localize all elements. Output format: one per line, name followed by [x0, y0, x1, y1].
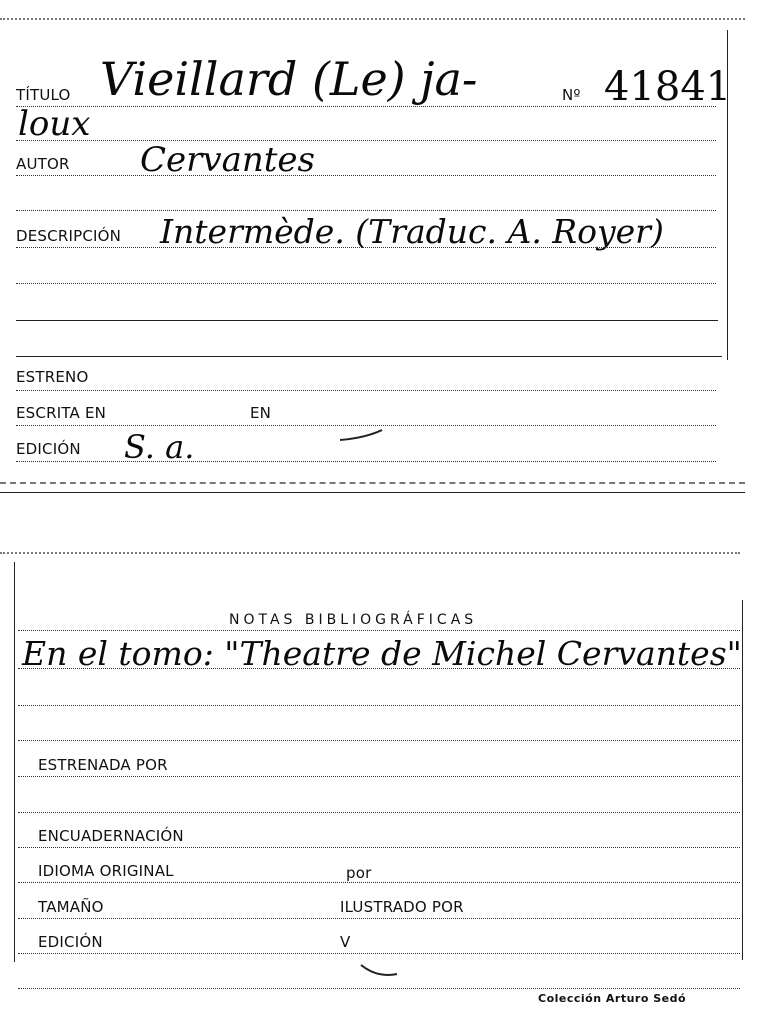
descripcion-label: DESCRIPCIÓN: [16, 227, 122, 245]
idioma-label: IDIOMA ORIGINAL: [38, 862, 174, 880]
idioma-line: [18, 882, 740, 883]
top-edge-2: [0, 552, 740, 554]
tamano-line: [18, 918, 740, 919]
titulo-value: Vieillard (Le) ja-: [100, 52, 478, 106]
titulo-label: TÍTULO: [16, 86, 71, 104]
top-edge: [0, 18, 745, 20]
blank-line-2: [16, 283, 716, 284]
autor-value: Cervantes: [140, 140, 315, 180]
encuadernacion-label: ENCUADERNACIÓN: [38, 827, 184, 845]
estrenada-line: [18, 776, 740, 777]
autor-label: AUTOR: [16, 155, 70, 173]
blank-line-1: [16, 210, 716, 211]
por-label: por: [346, 864, 372, 882]
notas-line: [18, 668, 740, 669]
card-bottom-edge: [0, 492, 745, 493]
card2-right-edge: [742, 600, 743, 960]
estreno-label: ESTRENO: [16, 368, 89, 386]
punch-hole-mark: [330, 380, 390, 450]
descripcion-line: [16, 247, 716, 248]
autor-line: [16, 175, 716, 176]
descripcion-value: Intermède. (Traduc. A. Royer): [160, 212, 664, 251]
notas-blank-2: [18, 740, 740, 741]
escrita-label: ESCRITA EN: [16, 404, 107, 422]
punch-hole-mark-2: [355, 930, 415, 980]
edicion2-label: EDICIÓN: [38, 933, 103, 951]
en-label: EN: [250, 404, 272, 422]
numero-value: 41841: [604, 64, 732, 110]
bottom-speck: [0, 482, 745, 484]
edicion-label: EDICIÓN: [16, 440, 81, 458]
titulo-cont: loux: [18, 104, 91, 144]
blank-line-3: [16, 320, 718, 321]
titulo-line: [16, 106, 716, 107]
blank-line-4: [16, 356, 722, 357]
tamano-label: TAMAÑO: [38, 898, 104, 916]
titulo-cont-line: [16, 140, 716, 141]
edicion-line: [16, 461, 716, 462]
numero-label: Nº: [562, 86, 581, 104]
notas-blank-1: [18, 705, 740, 706]
notas-value: En el tomo: "Theatre de Michel Cervantes": [22, 634, 742, 673]
edicion-value: S. a.: [124, 428, 195, 466]
notas-title-line: [18, 630, 740, 631]
blank-line-6: [18, 988, 740, 989]
notas-title: NOTAS BIBLIOGRÁFICAS: [229, 612, 478, 628]
ilustrado-label: ILUSTRADO POR: [340, 898, 464, 916]
v-label: V: [340, 933, 351, 951]
encuadernacion-line: [18, 847, 740, 848]
coleccion-footer: Colección Arturo Sedó: [538, 992, 687, 1005]
blank-line-5: [18, 812, 740, 813]
estrenada-label: ESTRENADA POR: [38, 756, 168, 774]
card2-left-edge: [14, 562, 15, 962]
